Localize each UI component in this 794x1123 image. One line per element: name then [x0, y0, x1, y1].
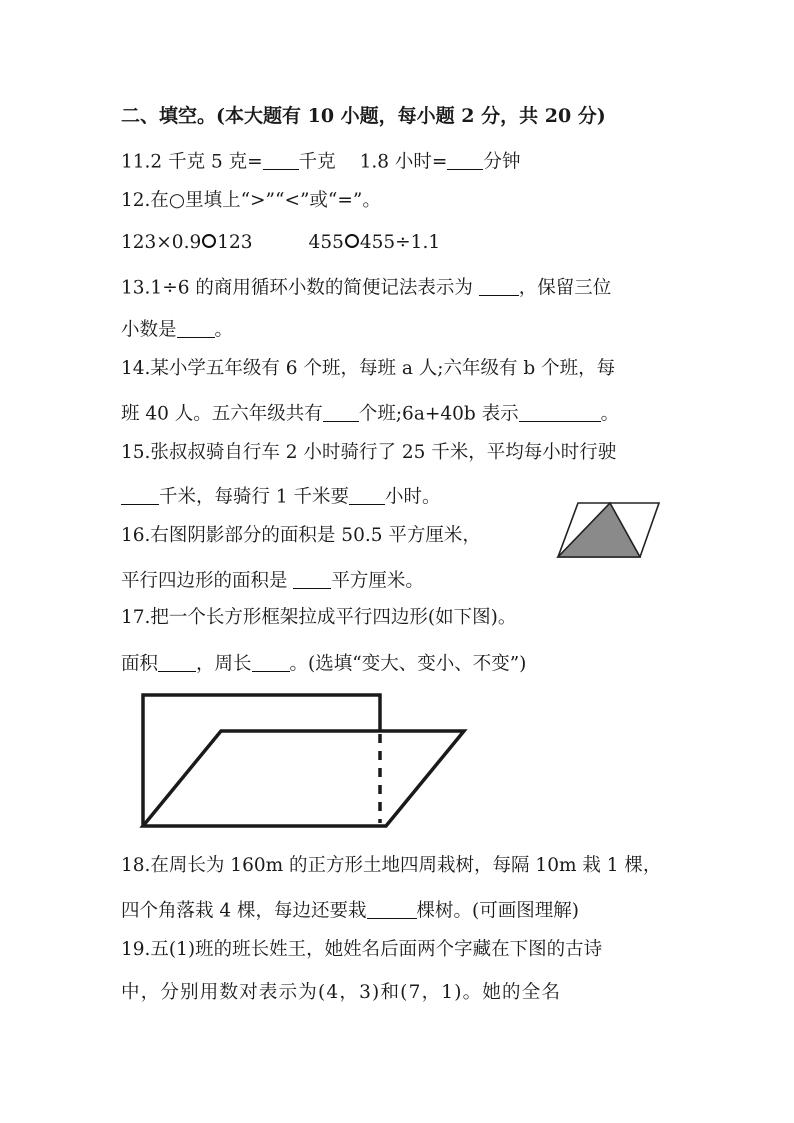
- q16-text-2: 平方厘米。: [331, 570, 424, 592]
- q11-blank-1[interactable]: [263, 150, 299, 170]
- question-13-cont: [121, 318, 233, 340]
- q18-text-1: 四个角落栽 4 棵，每边还要栽: [121, 900, 367, 922]
- question-18: 18.在周长为 160m 的正方形土地四周栽树，每隔 10m 栽 1 棵，: [121, 855, 662, 876]
- rectangle-to-parallelogram-figure: [135, 690, 470, 832]
- q15-blank-2[interactable]: [349, 485, 385, 505]
- q15-text-2: 小时。: [385, 486, 441, 508]
- q12-expr1-right: 123: [217, 232, 253, 253]
- q18-text-2: 棵树。(可画图理解): [416, 900, 579, 922]
- q14-blank-1[interactable]: [323, 402, 359, 422]
- parallelogram-shaded-figure: [556, 500, 662, 560]
- q18-blank-1[interactable]: [367, 899, 417, 919]
- q15-text-1: 千米，每骑行 1 千米要: [159, 486, 350, 508]
- q14-text-2: 个班;6a+40b 表示: [358, 403, 519, 425]
- question-16-cont: [121, 569, 424, 591]
- question-17-cont: [121, 652, 526, 674]
- parallelogram-outline: [143, 731, 464, 826]
- compare-circle-2[interactable]: [345, 234, 359, 248]
- q11-blank-2[interactable]: [447, 150, 483, 170]
- compare-circle-1[interactable]: [202, 234, 216, 248]
- question-12-expressions: [121, 234, 440, 253]
- q17-blank-1[interactable]: [158, 652, 196, 672]
- q16-text-1: 平行四边形的面积是: [121, 570, 294, 592]
- q13-text-1: 13.1÷6 的商用循环小数的简便记法表示为: [121, 277, 479, 299]
- q13-text-2: ，保留三位: [518, 277, 612, 299]
- question-16: 16.右图阴影部分的面积是 50.5 平方厘米，: [121, 525, 481, 546]
- question-15: 15.张叔叔骑自行车 2 小时骑行了 25 千米，平均每小时行驶: [121, 442, 617, 463]
- question-14: 14.某小学五年级有 6 个班，每班 a 人;六年级有 b 个班，每: [121, 358, 616, 379]
- q14-text-1: 班 40 人。五六年级共有: [121, 403, 323, 425]
- q11-text-3: 1.8 小时=: [359, 151, 448, 173]
- q11-text-1: 11.2 千克 5 克=: [121, 151, 263, 173]
- q17-text-3: 。(选填“变大、变小、不变”): [289, 653, 527, 675]
- question-15-cont: [121, 485, 441, 507]
- q13-blank-2[interactable]: [177, 318, 215, 338]
- q12-expr2-right: 455÷1.1: [359, 232, 441, 253]
- question-12: 12.在○里填上“>”“<”或“=”。: [121, 190, 381, 211]
- q13-blank-1[interactable]: [479, 276, 519, 296]
- q14-text-3: 。: [600, 403, 620, 425]
- section-heading: 二、填空。(本大题有 10 小题，每小题 2 分，共 20 分): [121, 105, 606, 127]
- q17-blank-2[interactable]: [252, 652, 290, 672]
- question-19-cont: 中，分别用数对表示为(4，3)和(7，1)。她的全名: [121, 982, 562, 1003]
- q11-text-4: 分钟: [483, 151, 521, 173]
- shaded-triangle: [558, 503, 640, 557]
- q15-blank-1[interactable]: [121, 485, 159, 505]
- question-11: [121, 150, 520, 172]
- question-18-cont: [121, 899, 579, 921]
- q12-expr1-left: 123×0.9: [121, 232, 202, 253]
- rectangle-outline: [143, 695, 380, 826]
- q13-text-3: 小数是: [121, 319, 177, 341]
- q16-blank-1[interactable]: [293, 569, 331, 589]
- question-17: 17.把一个长方形框架拉成平行四边形(如下图)。: [121, 607, 517, 628]
- q17-text-2: ，周长: [196, 653, 252, 675]
- question-14-cont: [121, 402, 619, 424]
- question-19: 19.五(1)班的班长姓王，她姓名后面两个字藏在下图的古诗: [121, 939, 603, 960]
- q17-text-1: 面积: [121, 653, 159, 675]
- q13-text-4: 。: [214, 319, 234, 341]
- q12-expr2-left: 455: [308, 232, 344, 253]
- q14-blank-2[interactable]: [519, 402, 601, 422]
- q11-text-2: 千克: [298, 151, 336, 173]
- question-13: [121, 276, 611, 298]
